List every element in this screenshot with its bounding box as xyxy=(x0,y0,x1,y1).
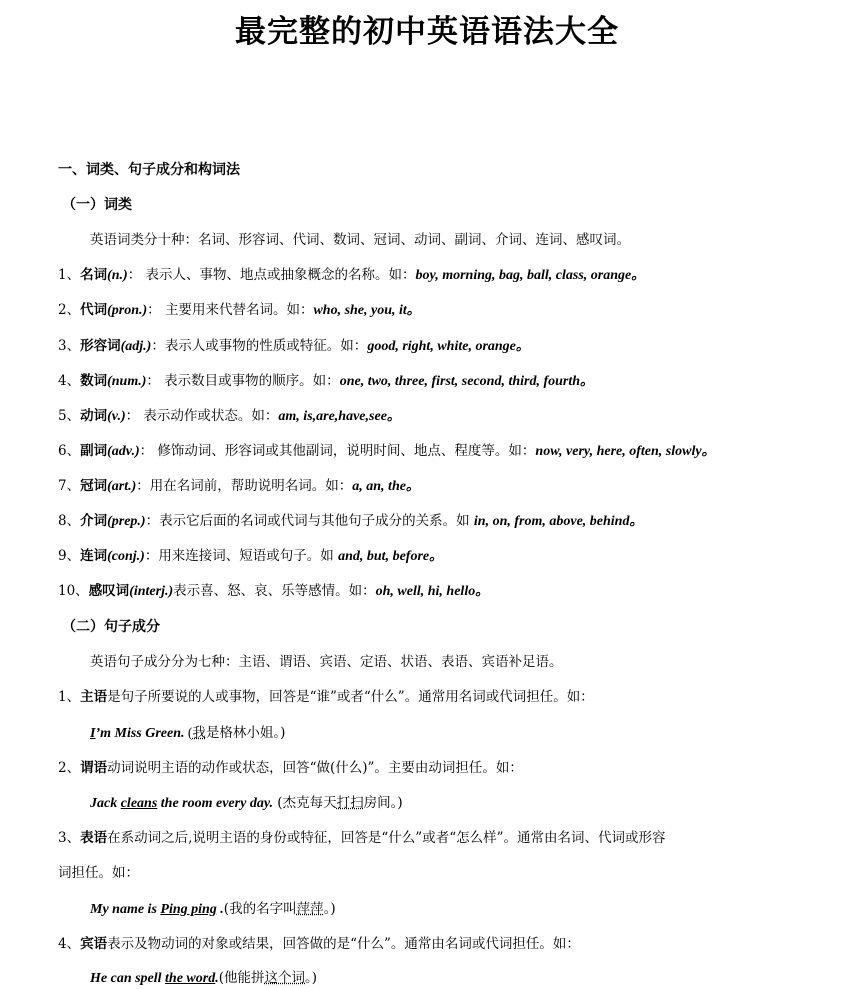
example-sentence xyxy=(90,968,317,989)
item-desc: 用来连接词、短语或句子。如 xyxy=(158,548,339,564)
item-number: 7、 xyxy=(58,478,81,494)
page-title: 最完整的初中英语语法大全 xyxy=(235,14,619,50)
component-text: 是句子所要说的人或事物，回答是“谁”或者“什么”。通常用名词或代词担任。如： xyxy=(107,689,594,705)
item-term: 连词 xyxy=(80,548,108,564)
word-class-item xyxy=(58,546,443,567)
item-desc: 用在名词前，帮助说明名词。如： xyxy=(149,478,353,494)
translation-underlined: 打扫 xyxy=(336,795,364,811)
translation-underlined: 我 xyxy=(192,725,206,741)
item-term: 冠词 xyxy=(80,478,108,494)
example-underlined: I xyxy=(90,726,96,741)
item-number: 4、 xyxy=(58,373,81,389)
item-number: 2、 xyxy=(58,302,81,318)
word-class-item xyxy=(58,476,420,497)
item-examples: one, two, three, first, second, third, fourth。 xyxy=(339,374,595,389)
example-text: He can spell xyxy=(90,971,166,986)
component-term: 宾语 xyxy=(80,936,108,952)
item-abbr: (n.) xyxy=(107,268,128,283)
word-class-item xyxy=(58,581,489,602)
word-class-item xyxy=(58,300,421,321)
item-term: 形容词 xyxy=(80,338,121,354)
item-term: 名词 xyxy=(80,267,108,283)
item-examples: who, she, you, it。 xyxy=(313,303,421,318)
item-colon: ： xyxy=(144,548,159,564)
component-text: 在系动词之后,说明主语的身份或特征，回答是“什么”或者“怎么样”。通常由名词、代词或形容 xyxy=(107,830,666,846)
item-abbr: (conj.) xyxy=(107,549,145,564)
component-text: 动词说明主语的动作或状态，回答“做(什么)”。主要由动词担任。如： xyxy=(107,760,523,776)
example-underlined: the word xyxy=(165,971,216,986)
example-underlined: Ping ping xyxy=(160,902,217,917)
item-abbr: (art.) xyxy=(107,479,137,494)
item-term: 介词 xyxy=(80,513,108,529)
item-term: 数词 xyxy=(80,373,108,389)
item-term: 动词 xyxy=(80,408,108,424)
sentence-components-intro: 英语句子成分分为七种：主语、谓语、宾语、定语、状语、表语、宾语补足语。 xyxy=(90,654,563,670)
item-abbr: (interj.) xyxy=(129,584,174,599)
example-text: . xyxy=(216,902,224,917)
subsection-heading-word-classes: （一）词类 xyxy=(62,197,132,213)
word-class-item xyxy=(58,441,716,462)
component-paragraph xyxy=(58,758,523,778)
translation-rest: 房间。) xyxy=(363,795,403,811)
example-text: the room every day. xyxy=(157,796,274,811)
item-desc: 表示喜、怒、哀、乐等感情。如： xyxy=(173,583,376,599)
item-colon: ： xyxy=(125,408,140,424)
example-text: ’m Miss Green. xyxy=(95,726,185,741)
item-term: 副词 xyxy=(80,443,108,459)
translation-open: ( xyxy=(184,725,193,740)
item-examples: in, on, from, above, behind。 xyxy=(473,514,644,529)
item-desc: 修饰动词、形容词或其他副词，说明时间、地点、程度等。如： xyxy=(153,443,536,459)
item-number: 1、 xyxy=(58,267,81,283)
translation-rest: 。) xyxy=(305,970,318,986)
item-colon: ： xyxy=(151,338,165,354)
component-paragraph xyxy=(58,828,666,848)
component-term: 谓语 xyxy=(80,760,108,776)
word-class-item xyxy=(58,511,643,532)
item-number: 1、 xyxy=(58,689,81,705)
word-class-item xyxy=(58,265,645,286)
example-text: My name is xyxy=(90,902,161,917)
section-heading: 一、词类、句子成分和构词法 xyxy=(58,162,240,178)
item-term: 代词 xyxy=(80,302,108,318)
translation-rest: 。) xyxy=(323,901,336,917)
item-examples: now, very, here, often, slowly。 xyxy=(535,444,716,459)
example-sentence xyxy=(90,723,285,744)
item-number: 3、 xyxy=(58,830,81,846)
translation-rest: 是格林小姐。) xyxy=(205,725,286,741)
translation-underlined: 萍萍 xyxy=(296,901,324,917)
translation-open: (他能拼 xyxy=(218,970,265,986)
item-examples: and, but, before。 xyxy=(338,549,444,564)
item-number: 4、 xyxy=(58,936,81,952)
item-term: 感叹词 xyxy=(88,583,130,599)
item-examples: boy, morning, bag, ball, class, orange。 xyxy=(415,268,646,283)
item-number: 3、 xyxy=(58,338,81,354)
item-abbr: (v.) xyxy=(107,409,126,424)
item-colon: ： xyxy=(139,443,154,459)
item-examples: good, right, white, orange。 xyxy=(367,339,530,354)
item-colon: ： xyxy=(147,302,161,318)
item-desc: 表示它后面的名词或代词与其他句子成分的关系。如 xyxy=(159,513,474,529)
word-class-item xyxy=(58,406,401,427)
component-paragraph-continued: 词担任。如： xyxy=(58,865,139,881)
item-examples: oh, well, hi, hello。 xyxy=(375,584,490,599)
item-abbr: (pron.) xyxy=(107,303,148,318)
item-colon: ： xyxy=(127,267,142,283)
item-number: 8、 xyxy=(58,513,81,529)
translation-open: (杰克每天 xyxy=(273,795,337,811)
item-colon: ： xyxy=(145,513,160,529)
item-desc: 主要用来代替名词。如： xyxy=(160,302,314,318)
subsection-heading-sentence-components: （二）句子成分 xyxy=(62,619,160,635)
word-class-item xyxy=(58,371,594,392)
item-number: 9、 xyxy=(58,548,81,564)
translation-underlined: 这个词 xyxy=(264,970,306,986)
example-sentence xyxy=(90,793,403,814)
item-colon: ： xyxy=(146,373,160,389)
item-desc: 表示动作或状态。如： xyxy=(139,408,279,424)
translation-open: (我的名字叫 xyxy=(223,901,297,917)
word-classes-intro: 英语词类分十种：名词、形容词、代词、数词、冠词、动词、副词、介词、连词、感叹词。 xyxy=(90,232,630,248)
word-class-item xyxy=(58,336,530,357)
item-abbr: (prep.) xyxy=(107,514,146,529)
component-term: 主语 xyxy=(80,689,108,705)
item-abbr: (adv.) xyxy=(107,444,140,459)
example-text: Jack xyxy=(90,796,121,811)
item-number: 2、 xyxy=(58,760,81,776)
item-examples: am, is,are,have,see。 xyxy=(278,409,401,424)
item-examples: a, an, the。 xyxy=(352,479,420,494)
item-colon: ： xyxy=(136,478,150,494)
item-number: 6、 xyxy=(58,443,81,459)
item-number: 5、 xyxy=(58,408,81,424)
component-term: 表语 xyxy=(80,830,108,846)
item-abbr: (num.) xyxy=(107,374,147,389)
example-sentence xyxy=(90,899,336,920)
component-text: 表示及物动词的对象或结果，回答做的是“什么”。通常由名词或代词担任。如： xyxy=(107,936,580,952)
example-text: . xyxy=(215,971,219,986)
item-desc: 表示数目或事物的顺序。如： xyxy=(159,373,340,389)
item-number: 10、 xyxy=(58,583,89,599)
example-underlined: cleans xyxy=(120,796,158,811)
item-desc: 表示人、事物、地点或抽象概念的名称。如： xyxy=(141,267,416,283)
component-paragraph xyxy=(58,934,580,954)
item-abbr: (adj.) xyxy=(120,339,152,354)
component-paragraph xyxy=(58,687,594,707)
item-desc: 表示人或事物的性质或特征。如： xyxy=(164,338,368,354)
